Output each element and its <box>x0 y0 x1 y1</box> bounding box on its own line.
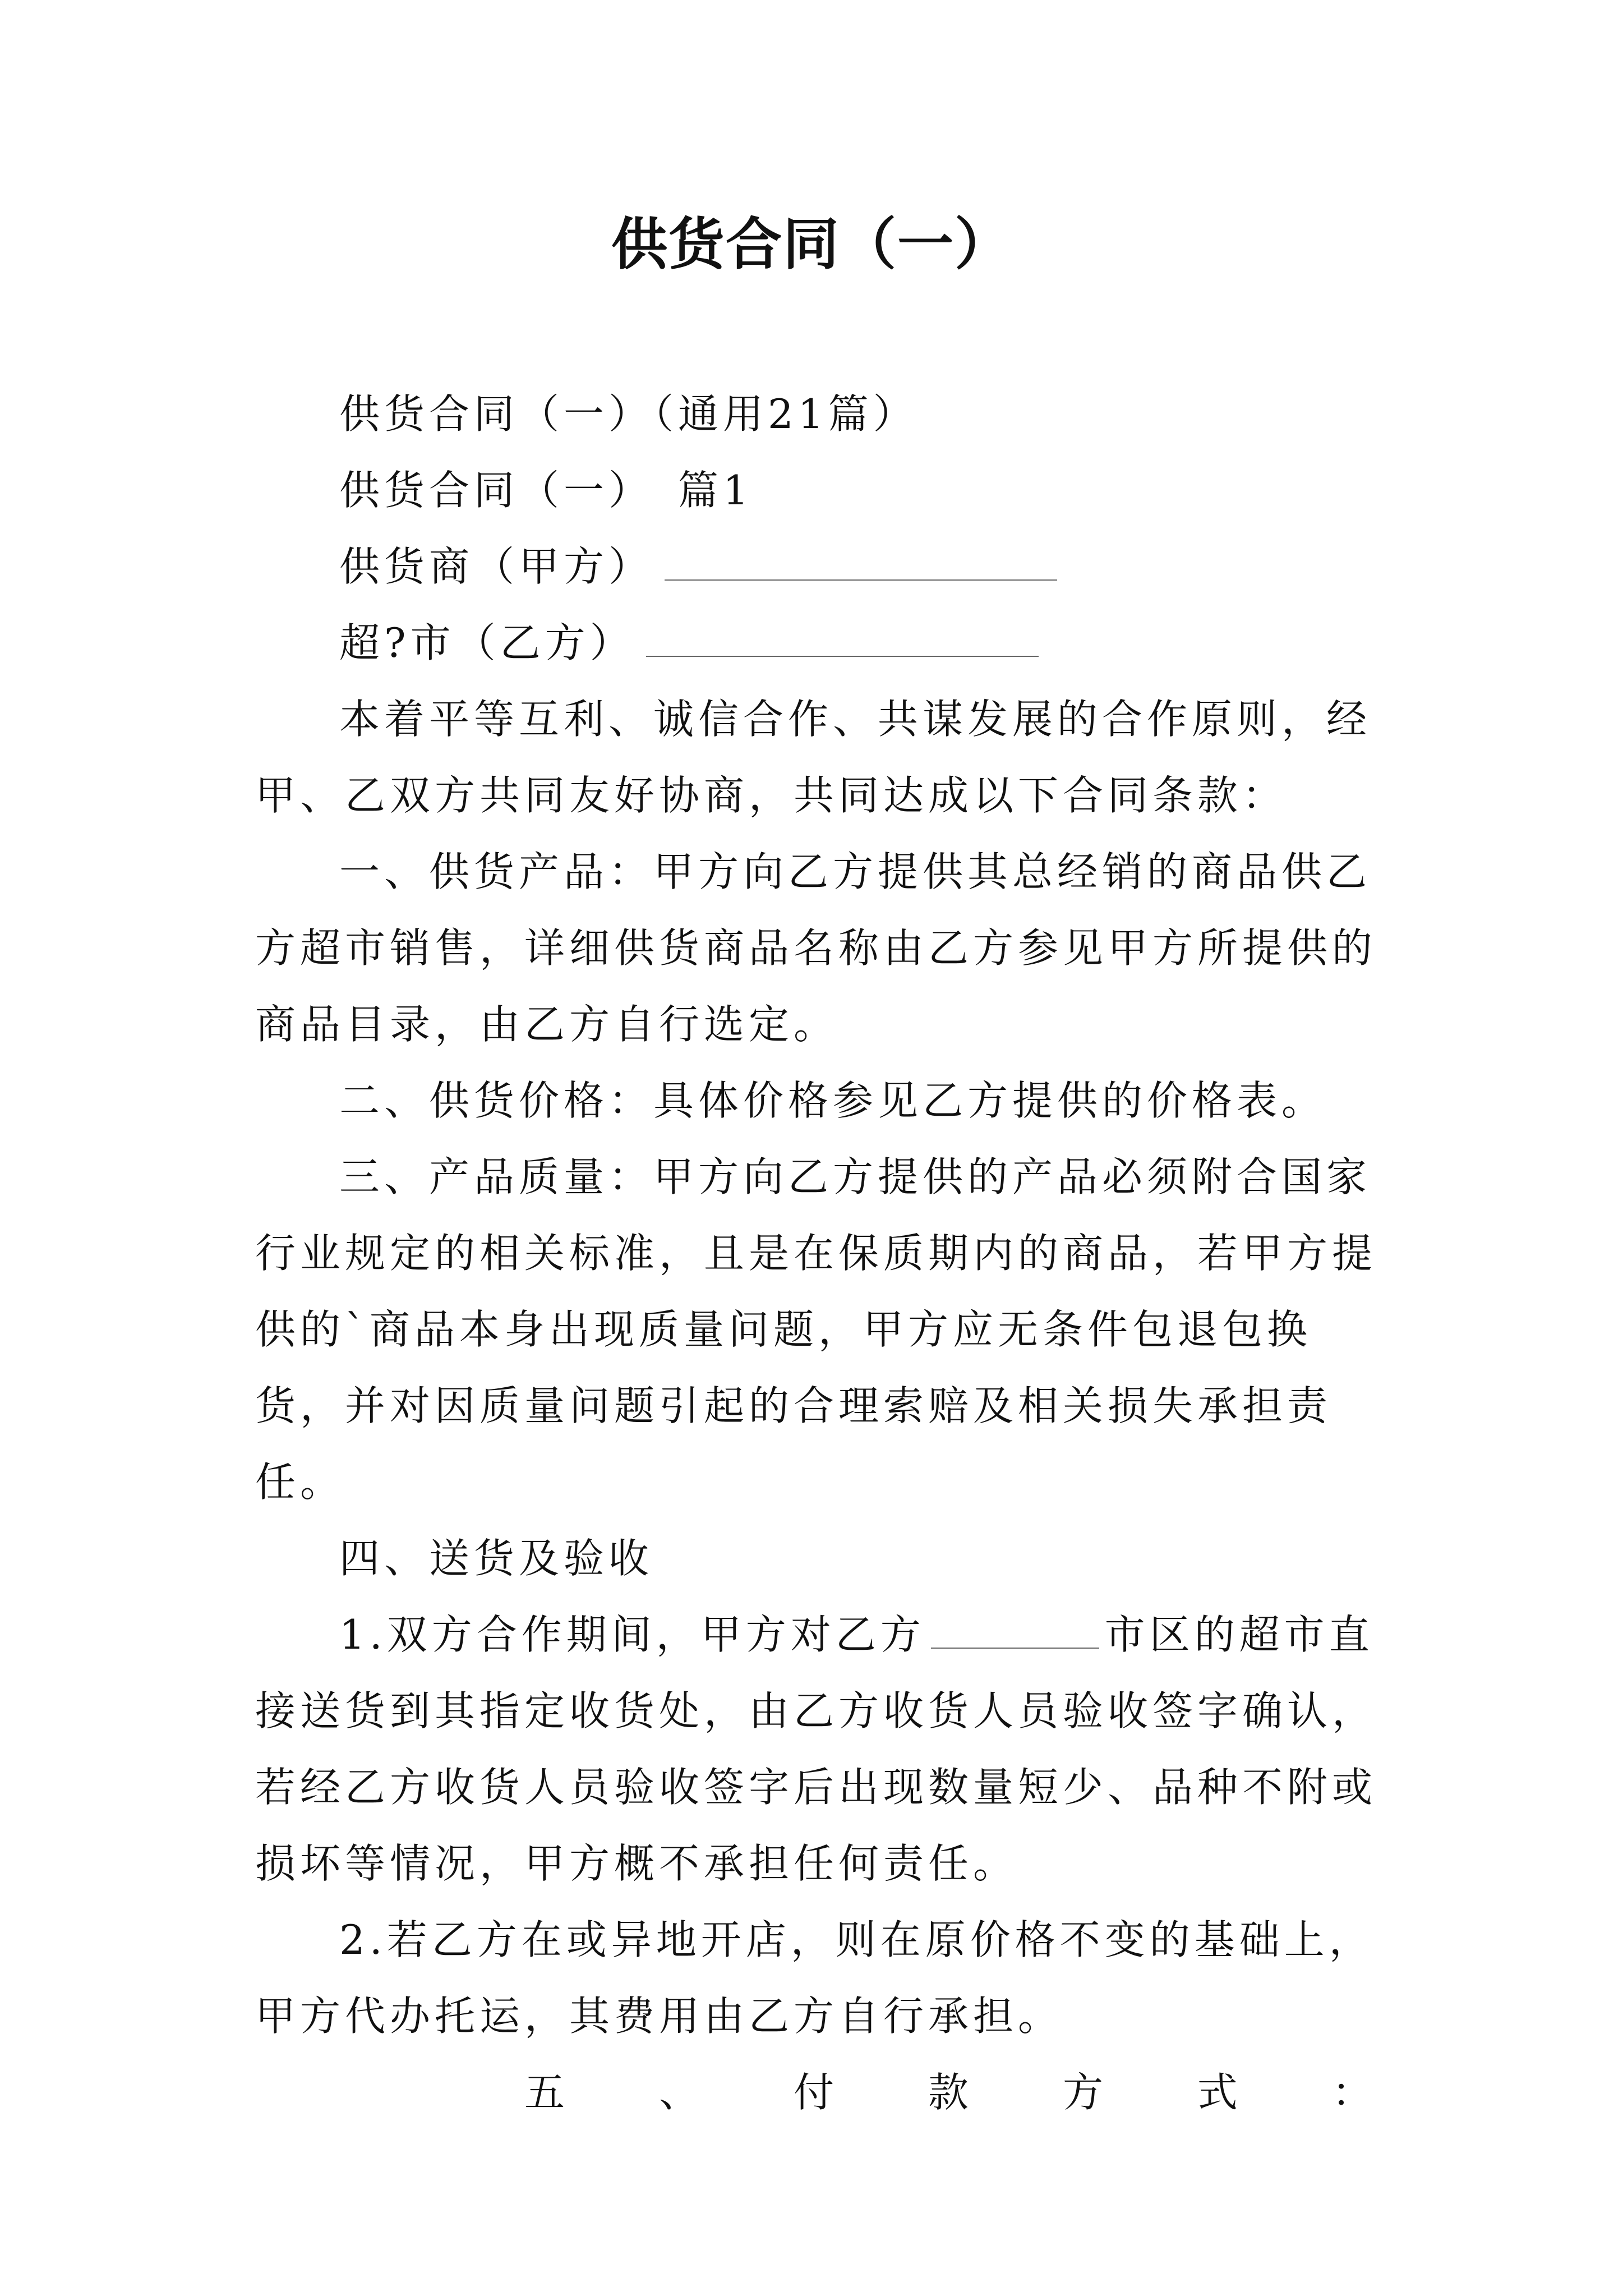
paragraph-clause-products: 一、供货产品：甲方向乙方提供其总经销的商品供乙方超市销售，详细供货商品名称由乙方参见甲方所提供的商品目录，由乙方自行选定。 <box>255 848 1377 1048</box>
paragraph-clause-payment-heading <box>255 2054 1377 2131</box>
paragraph-article-heading: 供货合同（一） 篇1 <box>339 467 753 514</box>
paragraph-supplier-line <box>255 528 1377 605</box>
supermarket-blank <box>646 615 1039 657</box>
document-title: 供货合同（一） <box>611 211 1012 277</box>
paragraph-preamble: 本着平等互利、诚信合作、共谋发展的合作原则，经甲、乙双方共同友好协商，共同达成以下合同条款： <box>255 696 1372 819</box>
paragraph-supermarket-line <box>255 605 1377 681</box>
document-body <box>255 376 1377 2131</box>
supplier-blank <box>665 539 1057 581</box>
payment-heading-char: 五 <box>524 2069 570 2116</box>
delivery-item-1-part-b: 市区的超市直接送货到其指定收货处，由乙方收货人员验收签字确认，若经乙方收货人员验收签字后出现数量短少、品种不附或损坏等情况，甲方概不承担任何责任。 <box>255 1611 1377 1887</box>
paragraph-delivery-item-1 <box>255 1596 1377 1902</box>
paragraph-clause-price: 二、供货价格：具体价格参见乙方提供的价格表。 <box>339 1077 1327 1124</box>
paragraph-collection-title: 供货合同（一）（通用21篇） <box>339 390 918 438</box>
supplier-label: 供货商（甲方） <box>339 543 654 590</box>
payment-heading-char: 、 <box>658 2069 704 2116</box>
supermarket-label: 超?市（乙方） <box>339 619 635 666</box>
payment-heading-char: 方 <box>1062 2069 1108 2116</box>
paragraph-clause-delivery-heading: 四、送货及验收 <box>339 1535 654 1582</box>
delivery-item-1-part-a: 1.双方合作期间，甲方对乙方 <box>339 1611 925 1658</box>
payment-heading-char: 付 <box>793 2069 838 2116</box>
payment-heading-char: 款 <box>928 2069 973 2116</box>
city-blank <box>931 1607 1099 1649</box>
payment-heading-char: ： <box>1331 2069 1377 2116</box>
paragraph-clause-quality: 三、产品质量：甲方向乙方提供的产品必须附合国家行业规定的相关标准，且是在保质期内的商品，若甲方提供的`商品本身出现质量问题，甲方应无条件包退包换货，并对因质量问题引起的合理索赔及相关损失承担责任。 <box>255 1153 1377 1506</box>
payment-heading-char: 式 <box>1197 2069 1242 2116</box>
paragraph-delivery-item-2: 2.若乙方在或异地开店，则在原价格不变的基础上，甲方代办托运，其费用由乙方自行承担。 <box>255 1916 1374 2040</box>
